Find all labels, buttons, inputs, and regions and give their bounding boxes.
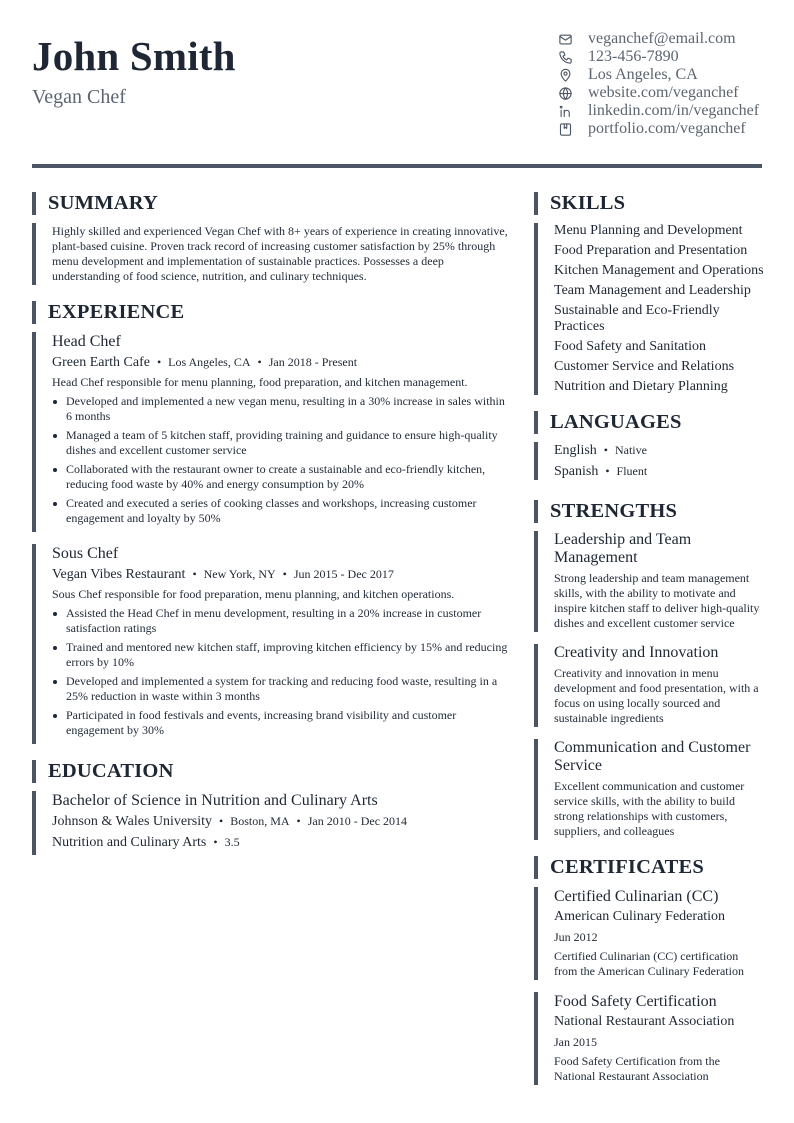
contact-phone[interactable] (556, 48, 762, 66)
strength-item (534, 531, 764, 632)
left-column (32, 192, 512, 855)
list-item: Developed and implemented a system for tracking and reducing food waste, resulting in a 25% reduction in waste within 3 months (52, 674, 512, 704)
education-heading: EDUCATION (32, 760, 512, 783)
job-dates: Jan 2018 - Present (268, 355, 358, 369)
contact-website-text: website.com/veganchef (588, 84, 739, 101)
job-meta (52, 564, 512, 585)
contact-phone-text: 123-456-7890 (588, 48, 679, 65)
contact-portfolio-text: portfolio.com/veganchef (588, 120, 746, 137)
certificate-title: Certified Culinarian (CC) (554, 888, 719, 905)
job-location: Los Angeles, CA (168, 355, 251, 369)
list-item: Managed a team of 5 kitchen staff, providing training and guidance to ensure high-quality dishes and excellent customer service (52, 428, 512, 458)
separator: • (213, 835, 218, 849)
experience-entry-head-chef (32, 332, 512, 532)
certificate-item (534, 992, 764, 1085)
job-title: Head Chef (52, 333, 121, 350)
education-location: Boston, MA (230, 814, 290, 828)
contact-location (556, 66, 762, 84)
certificate-issuer: American Culinary Federation (554, 909, 726, 924)
separator: • (603, 443, 608, 457)
job-company: Vegan Vibes Restaurant (52, 567, 186, 582)
separator: • (257, 355, 262, 369)
job-location: New York, NY (203, 567, 276, 581)
strength-title: Leadership and Team Management (554, 531, 692, 566)
education-dates: Jan 2010 - Dec 2014 (307, 814, 408, 828)
education-gpa: 3.5 (224, 835, 240, 849)
list-item: Developed and implemented a new vegan menu, resulting in a 30% increase in sales within 6 months (52, 394, 512, 424)
contact-location-text: Los Angeles, CA (588, 66, 698, 83)
portfolio-icon (556, 120, 574, 138)
skills-heading: SKILLS (534, 192, 764, 215)
experience-heading: EXPERIENCE (32, 301, 512, 324)
job-description: Head Chef responsible for menu planning, food preparation, and kitchen management. (52, 375, 468, 389)
certificate-issuer: National Restaurant Association (554, 1014, 735, 1029)
strength-description: Creativity and innovation in menu development and food presentation, with a focus on using locally sourced and sustainable ingredients (554, 666, 759, 725)
separator: • (282, 567, 287, 581)
mail-icon (556, 30, 574, 48)
certificate-title: Food Safety Certification (554, 993, 717, 1010)
location-icon (556, 66, 574, 84)
certificate-item (534, 887, 764, 980)
strength-title: Creativity and Innovation (554, 644, 719, 661)
education-field-row (52, 832, 512, 853)
separator: • (296, 814, 301, 828)
skill-item: Menu Planning and Development (554, 223, 743, 238)
list-item: Trained and mentored new kitchen staff, improving kitchen efficiency by 15% and reducing errors by 10% (52, 640, 512, 670)
certificate-date: Jun 2012 (554, 930, 598, 944)
languages-list (534, 442, 764, 480)
certificates-heading: CERTIFICATES (534, 856, 764, 879)
strength-item (534, 644, 764, 727)
job-achievements (52, 606, 512, 738)
experience-entry-sous-chef (32, 544, 512, 744)
list-item: Collaborated with the restaurant owner to create a sustainable and eco-friendly kitchen, reducing food waste by 40% and energy consumption by 20% (52, 462, 512, 492)
strength-description: Excellent communication and customer service skills, with the ability to build strong relationships with customers, suppliers, and colleagues (554, 779, 745, 838)
strength-description: Strong leadership and team management skills, with the ability to motivate and inspire kitchen staff to deliver high-quality dishes and excellent customer service (554, 571, 760, 630)
phone-icon (556, 48, 574, 66)
summary-heading: SUMMARY (32, 192, 512, 215)
job-description: Sous Chef responsible for food preparation, menu planning, and kitchen operations. (52, 587, 455, 601)
contact-email-text: veganchef@email.com (588, 30, 736, 47)
list-item: Created and executed a series of cooking classes and workshops, increasing customer engagement and loyalty by 50% (52, 496, 512, 526)
separator: • (605, 464, 610, 478)
skill-item: Kitchen Management and Operations (554, 263, 764, 278)
separator: • (192, 567, 197, 581)
strength-item (534, 739, 764, 840)
job-dates: Jun 2015 - Dec 2017 (293, 567, 394, 581)
skill-item: Nutrition and Dietary Planning (554, 379, 728, 394)
languages-heading: LANGUAGES (534, 411, 764, 434)
linkedin-icon (556, 102, 574, 120)
list-item: Participated in food festivals and events, increasing brand visibility and customer engagement by 30% (52, 708, 512, 738)
language-item (554, 463, 764, 480)
skill-item: Sustainable and Eco-Friendly Practices (554, 303, 720, 334)
certificate-description: Certified Culinarian (CC) certification from the American Culinary Federation (554, 949, 744, 978)
resume-header (32, 30, 762, 150)
education-field: Nutrition and Culinary Arts (52, 835, 207, 850)
strength-title: Communication and Customer Service (554, 739, 751, 774)
language-name: Spanish (554, 464, 599, 479)
certificate-description: Food Safety Certification from the National Restaurant Association (554, 1054, 720, 1083)
separator: • (219, 814, 224, 828)
summary-text: Highly skilled and experienced Vegan Chef with 8+ years of experience in creating innovative, plant-based cuisine. Proven track record of increasing customer satisfaction by 25% through menu development and implementation of sustainable practices. Possesses a deep understanding of food science, nutrition, and culinary techniques. (32, 223, 512, 285)
list-item: Assisted the Head Chef in menu development, resulting in a 20% increase in customer satisfaction ratings (52, 606, 512, 636)
globe-icon (556, 84, 574, 102)
contact-portfolio[interactable] (556, 120, 762, 138)
right-column (534, 192, 764, 1085)
separator: • (156, 355, 162, 369)
header-divider (32, 164, 762, 168)
contact-linkedin[interactable] (556, 102, 762, 120)
strengths-heading: STRENGTHS (534, 500, 764, 523)
candidate-role: Vegan Chef (32, 86, 126, 108)
skill-item: Food Preparation and Presentation (554, 243, 748, 258)
candidate-name: John Smith (32, 33, 236, 79)
skill-item: Customer Service and Relations (554, 359, 735, 374)
contact-list (556, 30, 762, 138)
language-item (554, 442, 764, 459)
contact-linkedin-text: linkedin.com/in/veganchef (588, 102, 760, 119)
job-company: Green Earth Cafe (52, 355, 150, 370)
skills-list (534, 223, 764, 395)
job-achievements (52, 394, 512, 526)
contact-email[interactable] (556, 30, 762, 48)
language-level: Native (614, 443, 647, 457)
job-title: Sous Chef (52, 545, 119, 562)
education-school: Johnson & Wales University (52, 814, 212, 829)
language-name: English (554, 443, 597, 458)
language-level: Fluent (616, 464, 648, 478)
contact-website[interactable] (556, 84, 762, 102)
skill-item: Food Safety and Sanitation (554, 339, 707, 354)
education-degree: Bachelor of Science in Nutrition and Culinary Arts (52, 792, 378, 809)
education-meta (52, 811, 512, 832)
education-entry (32, 791, 512, 855)
certificate-date: Jan 2015 (554, 1035, 597, 1049)
skill-item: Team Management and Leadership (554, 283, 751, 298)
job-meta (52, 352, 512, 373)
